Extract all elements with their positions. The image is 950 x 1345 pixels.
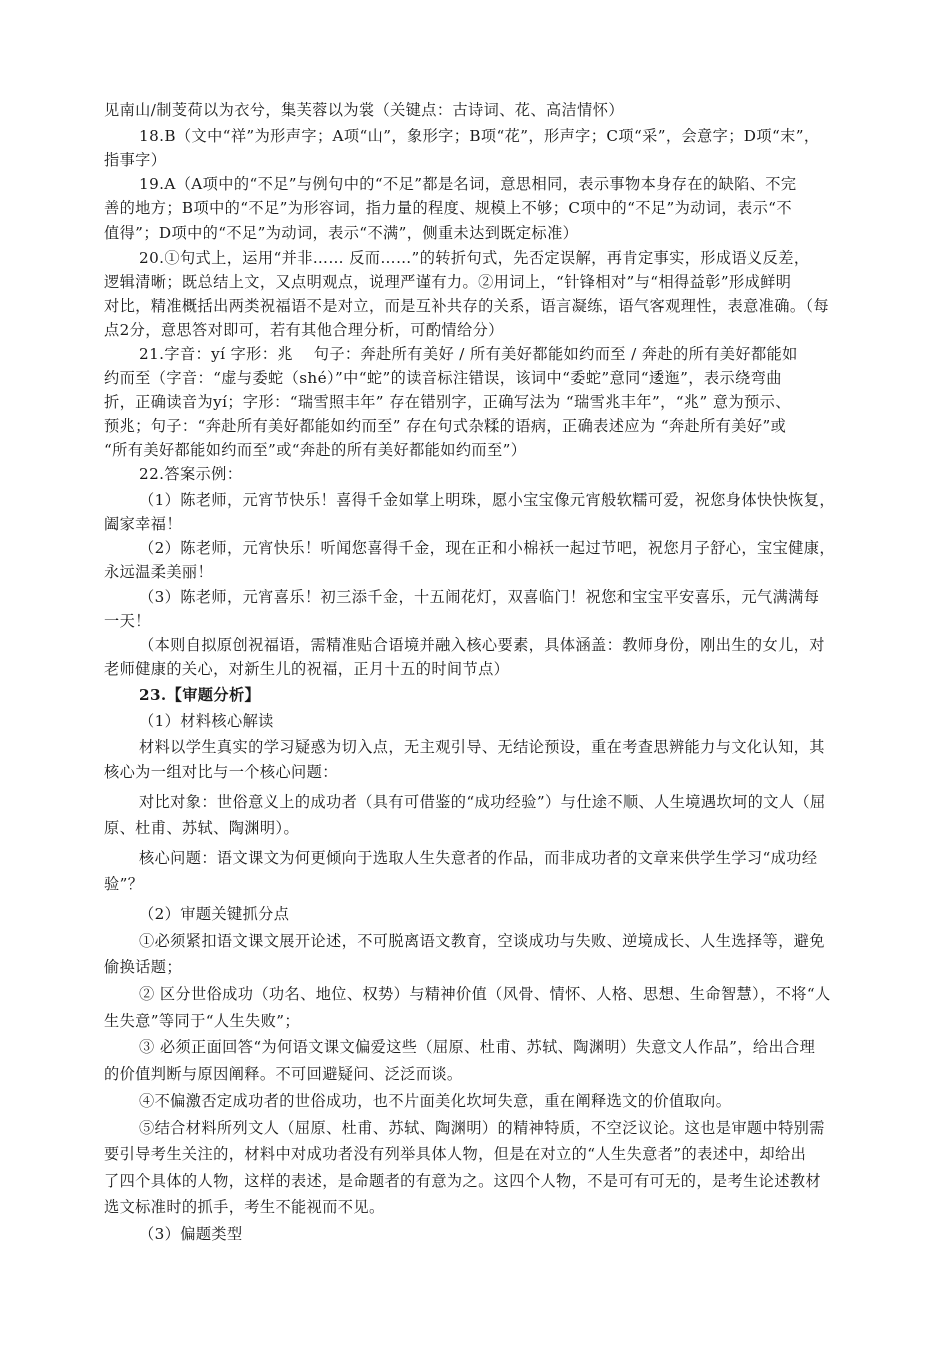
text-line: 老师健康的关心，对新生儿的祝福，正月十五的时间节点） (104, 660, 510, 678)
text-line: 材料以学生真实的学习疑惑为切入点，无主观引导、无结论预设，重在考查思辨能力与文化认知，其 (139, 738, 825, 756)
text-line: ⑤结合材料所列文人（屈原、杜甫、苏轼、陶渊明）的精神特质，不空泛议论。这也是审题中特别需 (139, 1119, 825, 1137)
text-line: 要引导考生关注的，材料中对成功者没有列举具体人物，但是在对立的“人生失意者”的表述中，却给出 (104, 1145, 807, 1163)
text-line: ② 区分世俗成功（功名、地位、权势）与精神价值（风骨、情怀、人格、思想、生命智慧），不将“人 (139, 985, 831, 1003)
answer-23-heading: 23.【审题分析】 (139, 686, 261, 704)
text-line: ①必须紧扣语文课文展开论述，不可脱离语文教育，空谈成功与失败、逆境成长、人生选择等，避免 (139, 932, 825, 950)
text-line: 善的地方；B项中的“不足”为形容词，指力量的程度、规模上不够；C项中的“不足”为动词，表示“不 (104, 199, 792, 217)
section-heading: （1）材料核心解读 (139, 712, 274, 730)
text-line: 偷换话题； (104, 958, 182, 976)
answer-18-line: 18.B（文中“祥”为形声字；A项“山”，象形字；B项“花”，形声字；C项“采”，会意字；D项“末”， (139, 127, 820, 145)
text-line: 见南山/制芰荷以为衣兮，集芙蓉以为裳（关键点：古诗词、花、高洁情怀） (104, 101, 624, 119)
text-line: 值得”；D项中的“不足”为动词，表示“不满”，侧重未达到既定标准） (104, 224, 579, 242)
answer-21-line: 21.字音：yí 字形：兆 句子：奔赴所有美好 / 所有美好都能如约而至 / 奔赴的所有美好都能如 (139, 345, 798, 363)
text-line: 核心问题：语文课文为何更倾向于选取人生失意者的作品，而非成功者的文章来供学生学习“成功经 (139, 849, 818, 867)
text-line: 了四个具体的人物，这样的表述，是命题者的有意为之。这四个人物，不是可有可无的，是考生论述教材 (104, 1172, 822, 1190)
text-line: 逻辑清晰；既总结上文，又点明观点，说理严谨有力。②用词上，“针锋相对”与“相得益彰”形成鲜明 (104, 273, 792, 291)
text-line: ④不偏激否定成功者的世俗成功，也不片面美化坎坷失意，重在阐释选文的价值取向。 (139, 1092, 732, 1110)
text-line: “所有美好都能如约而至”或“奔赴的所有美好都能如约而至”） (104, 441, 527, 459)
answer-19-line: 19.A（A项中的“不足”与例句中的“不足”都是名词，意思相同，表示事物本身存在的缺陷、不完 (139, 175, 797, 193)
text-line: （2）陈老师，元宵快乐！听闻您喜得千金，现在正和小棉袄一起过节吧，祝您月子舒心，宝宝健康， (139, 539, 835, 557)
text-line: （1）陈老师，元宵节快乐！喜得千金如掌上明珠，愿小宝宝像元宵般软糯可爱，祝您身体快快恢复， (139, 491, 835, 509)
text-line: 生失意”等同于“人生失败”； (104, 1012, 300, 1030)
text-line: 对比，精准概括出两类祝福语不是对立，而是互补共存的关系，语言凝练，语气客观理性，表意准确。（每 (104, 297, 830, 315)
text-line: 指事字） (104, 151, 167, 169)
section-heading: （2）审题关键抓分点 (139, 905, 290, 923)
text-line: 对比对象：世俗意义上的成功者（具有可借鉴的“成功经验”）与仕途不顺、人生境遇坎坷的文人（屈 (139, 793, 826, 811)
text-line: 折，正确读音为yí；字形：“瑞雪照丰年” 存在错别字，正确写法为 “瑞雪兆丰年”，“兆” 意为预示、 (104, 393, 791, 411)
section-heading: （3）偏题类型 (139, 1225, 243, 1243)
text-line: 核心为一组对比与一个核心问题： (104, 763, 338, 781)
text-line: 预兆；句子：“奔赴所有美好都能如约而至” 存在句式杂糅的语病，正确表述应为 “奔赴所有美好”或 (104, 417, 787, 435)
text-line: 原、杜甫、苏轼、陶渊明）。 (104, 819, 300, 837)
text-line: （3）陈老师，元宵喜乐！初三添千金，十五闹花灯，双喜临门！祝您和宝宝平安喜乐，元气满满每 (139, 588, 820, 606)
text-line: 点2分，意思答对即可，若有其他合理分析，可酌情给分） (104, 321, 504, 339)
text-line: （本则自拟原创祝福语，需精准贴合语境并融入核心要素，具体涵盖：教师身份，刚出生的女儿，对 (139, 636, 825, 654)
answer-22-heading: 22.答案示例： (139, 465, 243, 483)
text-line: 一天！ (104, 612, 151, 630)
answer-20-line: 20.①句式上，运用“并非…… 反而……”的转折句式，先否定误解，再肯定事实，形成语义反差， (139, 249, 810, 267)
text-line: 阖家幸福！ (104, 515, 182, 533)
text-line: 选文标准时的抓手，考生不能视而不见。 (104, 1198, 385, 1216)
text-line: 约而至（字音：“虚与委蛇（shé）”中“蛇”的读音标注错误，该词中“委蛇”意同“逶迤”，表示绕弯曲 (104, 369, 782, 387)
text-line: 验”？ (104, 875, 144, 893)
text-line: ③ 必须正面回答“为何语文课文偏爱这些（屈原、杜甫、苏轼、陶渊明）失意文人作品”，给出合理 (139, 1038, 816, 1056)
text-line: 的价值判断与原因阐释。不可回避疑问、泛泛而谈。 (104, 1065, 463, 1083)
text-line: 永远温柔美丽！ (104, 563, 214, 581)
